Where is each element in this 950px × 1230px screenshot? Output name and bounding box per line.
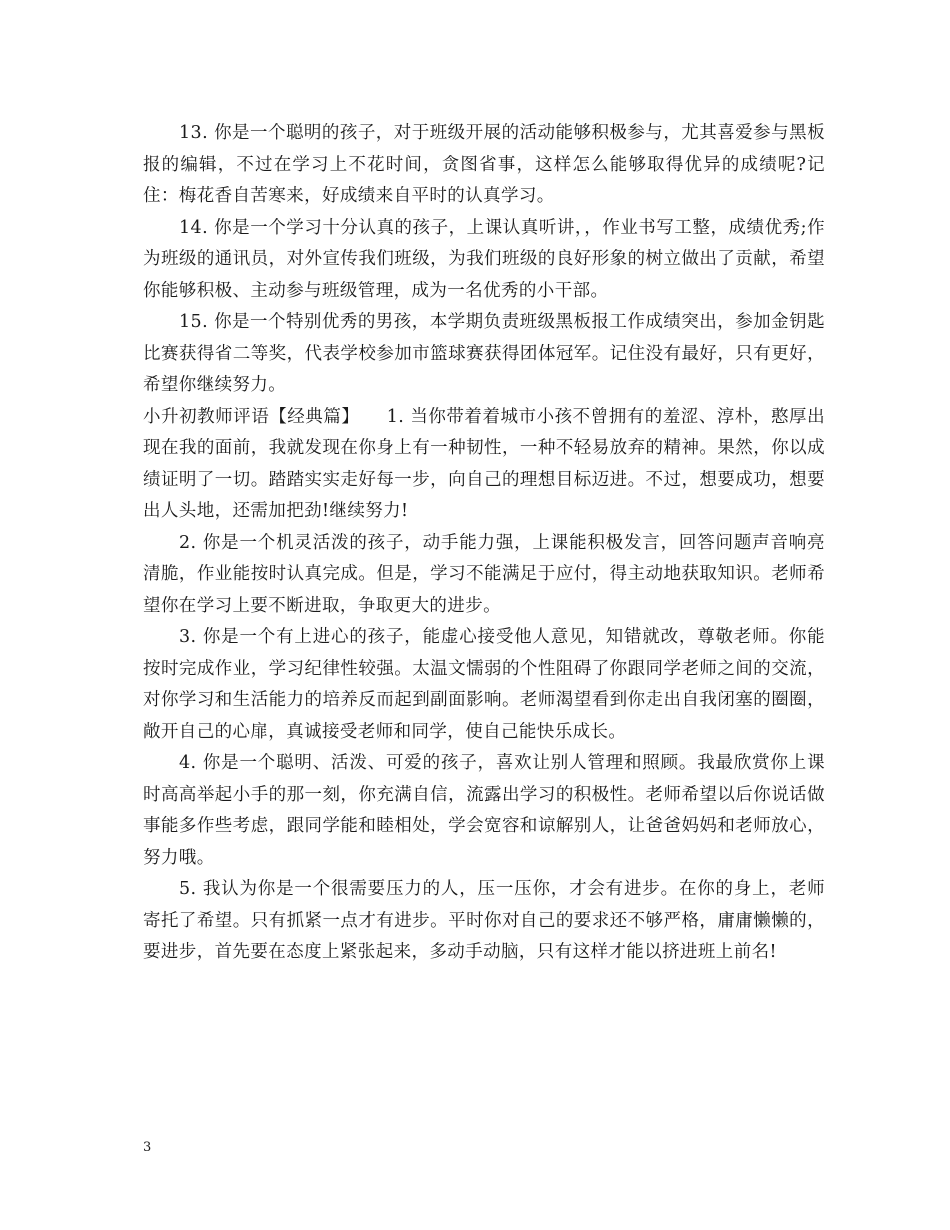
paragraph-3: 3. 你是一个有上进心的孩子，能虚心接受他人意见，知错就改，尊敬老师。你能按时完成作业，学习纪律性较强。太温文懦弱的个性阻碍了你跟同学老师之间的交流，对你学习和生活能力的培养反而起到副面影响。老师渴望看到你走出自我闭塞的圈圈，敞开自己的心扉，真诚接受老师和同学，使自己能快乐成长。	[143, 627, 825, 742]
page-number: 3	[143, 1140, 152, 1155]
paragraph-15: 15. 你是一个特别优秀的男孩，本学期负责班级黑板报工作成绩突出，参加金钥匙比赛获得省二等奖，代表学校参加市篮球赛获得团体冠军。记住没有最好，只有更好，希望你继续努力。	[143, 312, 825, 395]
paragraph-5: 5. 我认为你是一个很需要压力的人，压一压你，才会有进步。在你的身上，老师寄托了希望。只有抓紧一点才有进步。平时你对自己的要求还不够严格，庸庸懒懒的，要进步，首先要在态度上紧张起来，多动手动脑，只有这样才能以挤进班上前名!	[143, 879, 825, 962]
paragraph-4: 4. 你是一个聪明、活泼、可爱的孩子，喜欢让别人管理和照顾。我最欣赏你上课时高高举起小手的那一刻，你充满自信，流露出学习的积极性。老师希望以后你说话做事能多作些考虑，跟同学能和睦相处，学会宽容和谅解别人，让爸爸妈妈和老师放心，努力哦。	[143, 753, 825, 868]
section-heading-paragraph: 小升初教师评语【经典篇】 1. 当你带着着城市小孩不曾拥有的羞涩、淳朴，憨厚出现在我的面前，我就发现在你身上有一种韧性，一种不轻易放弃的精神。果然，你以成绩证明了一切。踏踏实实走好每一步，向自己的理想目标迈进。不过，想要成功，想要出人头地，还需加把劲!继续努力!	[143, 406, 825, 521]
paragraph-13: 13. 你是一个聪明的孩子，对于班级开展的活动能够积极参与，尤其喜爱参与黑板报的编辑，不过在学习上不花时间，贪图省事，这样怎么能够取得优异的成绩呢?记住：梅花香自苦寒来，好成绩来自平时的认真学习。	[143, 123, 825, 206]
paragraph-14: 14. 你是一个学习十分认真的孩子，上课认真听讲，，作业书写工整，成绩优秀;作为班级的通讯员，对外宣传我们班级，为我们班级的良好形象的树立做出了贡献，希望你能够积极、主动参与班级管理，成为一名优秀的小干部。	[143, 217, 825, 301]
document-body	[143, 118, 825, 969]
paragraph-2: 2. 你是一个机灵活泼的孩子，动手能力强，上课能积极发言，回答问题声音响亮清脆，作业能按时认真完成。但是，学习不能满足于应付，得主动地获取知识。老师希望你在学习上要不断进取，争取更大的进步。	[143, 532, 825, 616]
